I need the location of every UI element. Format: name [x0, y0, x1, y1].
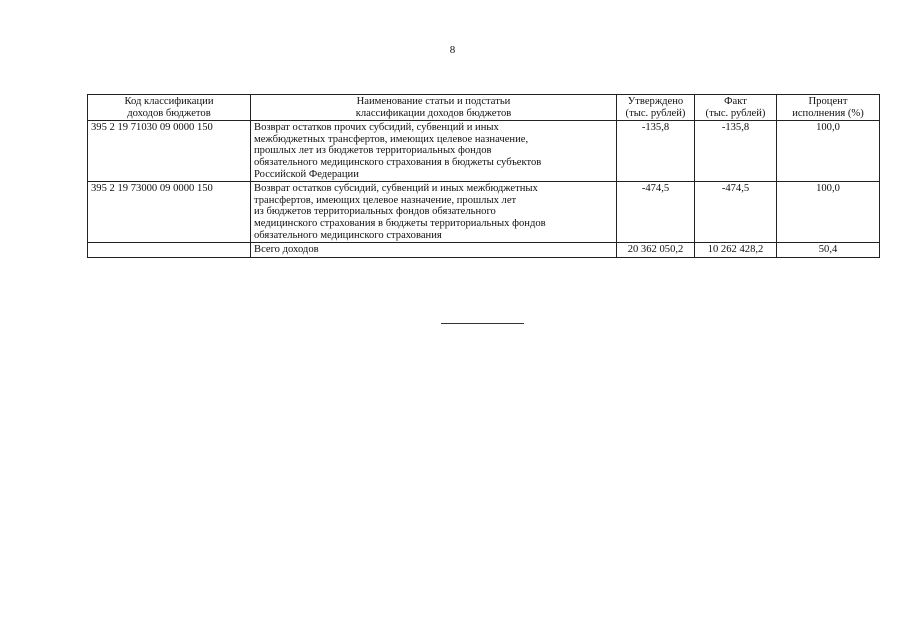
header-fact: [695, 95, 777, 121]
total-code: [88, 243, 251, 258]
header-percent-text: Процент исполнения (%): [792, 96, 864, 119]
table-body: [88, 121, 880, 258]
row-name: Возврат остатков прочих субсидий, субвенций и иных межбюджетных трансфертов, имеющих целевое назначение, прошлых лет из бюджетов территориальных фондов обязательного медицинского страхования в бюджеты субъектов Российской Федерации: [251, 121, 617, 182]
total-approved: 20 362 050,2: [617, 243, 695, 258]
revenue-table: [87, 94, 880, 258]
header-row: [88, 95, 880, 121]
row-name: Возврат остатков субсидий, субвенций и иных межбюджетных трансфертов, имеющих целевое назначение, прошлых лет из бюджетов территориальных фондов обязательного медицинского страхования в бюджеты территориальных фондов обязательного медицинского страхования: [251, 182, 617, 243]
table-row: [88, 182, 880, 243]
row-fact: -135,8: [695, 121, 777, 182]
table-row: [88, 121, 880, 182]
total-percent: 50,4: [777, 243, 880, 258]
table-header: [88, 95, 880, 121]
row-code: 395 2 19 71030 09 0000 150: [88, 121, 251, 182]
total-row: [88, 243, 880, 258]
row-approved: -474,5: [617, 182, 695, 243]
header-code: [88, 95, 251, 121]
end-of-document-rule: [441, 323, 524, 324]
header-approved-text: Утверждено (тыс. рублей): [625, 96, 686, 119]
row-approved: -135,8: [617, 121, 695, 182]
row-percent: 100,0: [777, 121, 880, 182]
header-name-text: Наименование статьи и подстатьи классификации доходов бюджетов: [355, 96, 512, 119]
total-fact: 10 262 428,2: [695, 243, 777, 258]
page-number: 8: [449, 44, 456, 56]
header-approved: [617, 95, 695, 121]
row-percent: 100,0: [777, 182, 880, 243]
total-name: Всего доходов: [251, 243, 617, 258]
header-percent: [777, 95, 880, 121]
header-name: [251, 95, 617, 121]
header-code-text: Код классификации доходов бюджетов: [124, 96, 214, 119]
row-code: 395 2 19 73000 09 0000 150: [88, 182, 251, 243]
header-fact-text: Факт (тыс. рублей): [705, 96, 766, 119]
row-fact: -474,5: [695, 182, 777, 243]
